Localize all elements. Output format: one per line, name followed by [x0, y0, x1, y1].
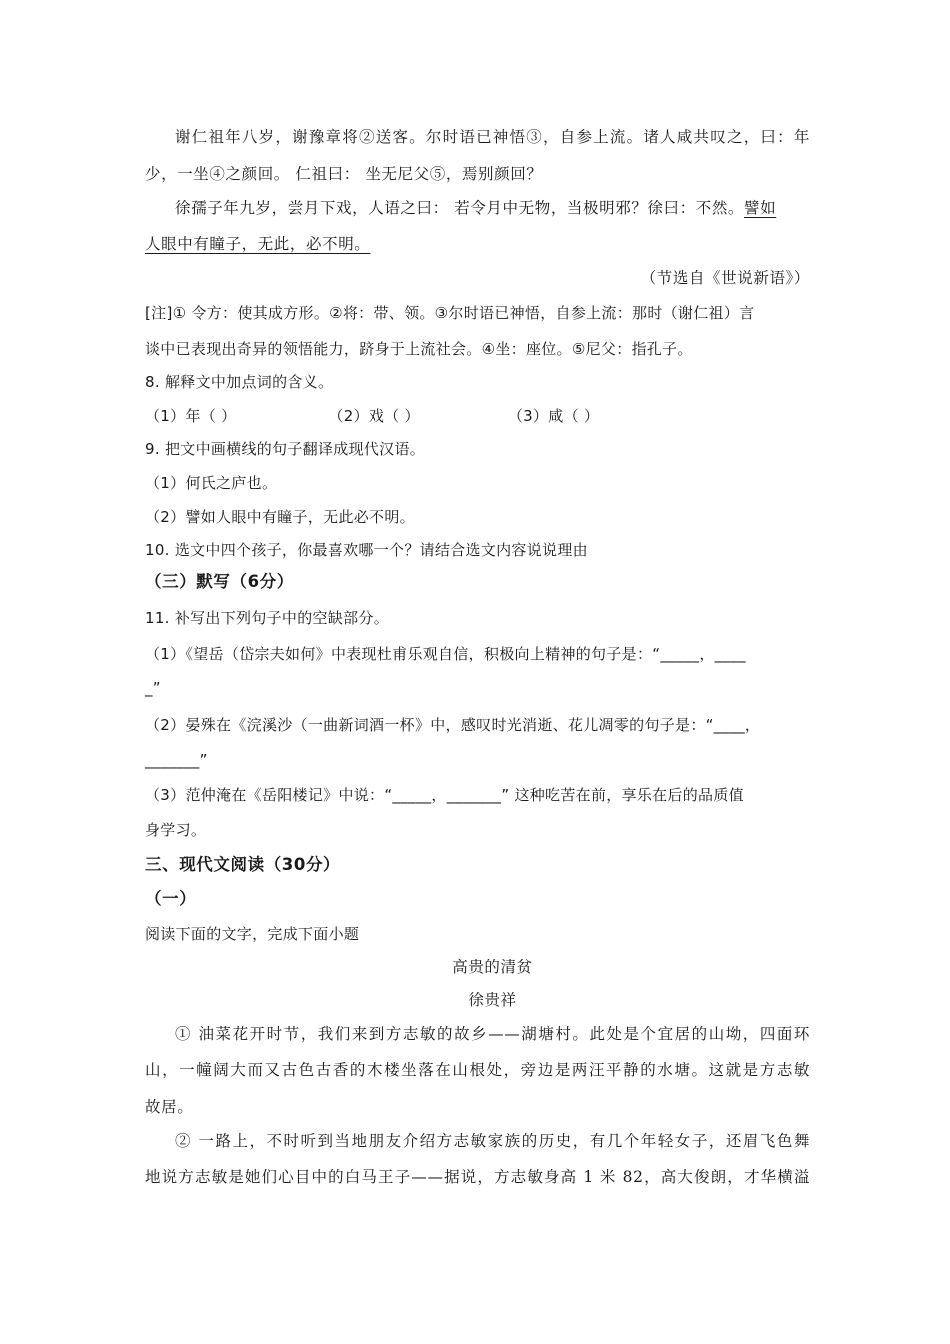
question-11-item-1-cont: _”	[145, 679, 161, 697]
question-11: 11. 补写出下列句子中的空缺部分。	[145, 609, 390, 627]
question-11-item-1: （1）《望岳（岱宗夫如何》中表现杜甫乐观自信，积极向上精神的句子是：“_____，____	[145, 645, 746, 663]
question-8-item-1: （1）年（ ）	[145, 407, 237, 425]
question-10: 10. 选文中四个孩子，你最喜欢哪一个？请结合选文内容说说理由	[145, 541, 588, 559]
source-citation: （节选自《世说新语》）	[640, 269, 810, 287]
classical-text-line-3	[175, 197, 810, 219]
question-9: 9. 把文中画横线的句子翻译成现代汉语。	[145, 440, 426, 458]
question-9-item-1: （1）何氏之庐也。	[145, 474, 278, 492]
question-8: 8. 解释文中加点词的含义。	[145, 373, 334, 391]
annotation-line-1: [注]① 令方：使其成方形。②将：带、领。③尔时语已神悟，自参上流：那时（谢仁祖）言	[145, 304, 755, 322]
part-heading-modern-reading: 三、现代文阅读（30分）	[145, 855, 341, 874]
question-8-blanks	[145, 405, 810, 427]
annotation-line-2: 谈中已表现出奇异的领悟能力，跻身于上流社会。④坐：座位。⑤尼父：指孔子。	[145, 340, 693, 358]
article-paragraph-1-line-3: 故居。	[145, 1098, 194, 1116]
underlined-sentence-end: 人眼中有瞳子，无此，必不明。	[145, 235, 371, 253]
article-paragraph-2-line-1: ② 一路上，不时听到当地朋友介绍方志敏家族的历史，有几个年轻女子，还眉飞色舞	[175, 1132, 810, 1150]
question-11-item-2: （2）晏殊在《浣溪沙（一曲新词酒一杯》中，感叹时光消逝、花儿凋零的句子是：“____，	[145, 716, 761, 734]
question-11-item-3: （3）范仲淹在《岳阳楼记》中说：“_____，_______” 这种吃苦在前，享乐在后的品质值	[145, 786, 744, 804]
article-title: 高贵的清贫	[452, 958, 533, 976]
subsection-heading: （一）	[145, 889, 197, 908]
question-11-item-2-cont: _______”	[145, 751, 208, 769]
classical-text-line-3-plain: 徐孺子年九岁，尝月下戏，人语之曰： 若令月中无物，当极明邪？徐曰：不然。	[175, 199, 745, 217]
question-8-item-3: （3）咸（ ）	[507, 407, 600, 425]
question-9-item-2: （2）譬如人眼中有瞳子，无此必不明。	[145, 508, 415, 526]
article-paragraph-1-line-2: 山，一幢阔大而又古色古香的木楼坐落在山根处，旁边是两汪平静的水塘。这就是方志敏	[145, 1061, 810, 1079]
question-11-item-3-cont: 身学习。	[145, 821, 207, 839]
underlined-sentence-start: 譬如	[744, 199, 777, 217]
article-paragraph-2-line-2: 地说方志敏是她们心目中的白马王子——据说，方志敏身高 1 米 82，高大俊朗，才华横溢	[145, 1168, 810, 1186]
underlined-sentence	[145, 233, 810, 255]
reading-instruction: 阅读下面的文字，完成下面小题	[145, 925, 360, 943]
question-8-item-2: （2）戏（ ）	[328, 407, 420, 425]
article-paragraph-1-line-1: ① 油菜花开时节，我们来到方志敏的故乡——湖塘村。此处是个宜居的山坳，四面环	[175, 1025, 810, 1043]
classical-text-line-2: 少，一坐④之颜回。 仁祖曰： 坐无尼父⑤，焉别颜回？	[145, 165, 543, 183]
article-author: 徐贵祥	[468, 991, 517, 1009]
classical-text-line-1: 谢仁祖年八岁，谢豫章将②送客。尔时语已神悟③，自参上流。诸人咸共叹之，曰：年	[175, 128, 810, 146]
section-heading-dictation: （三）默写（6分）	[145, 572, 294, 591]
